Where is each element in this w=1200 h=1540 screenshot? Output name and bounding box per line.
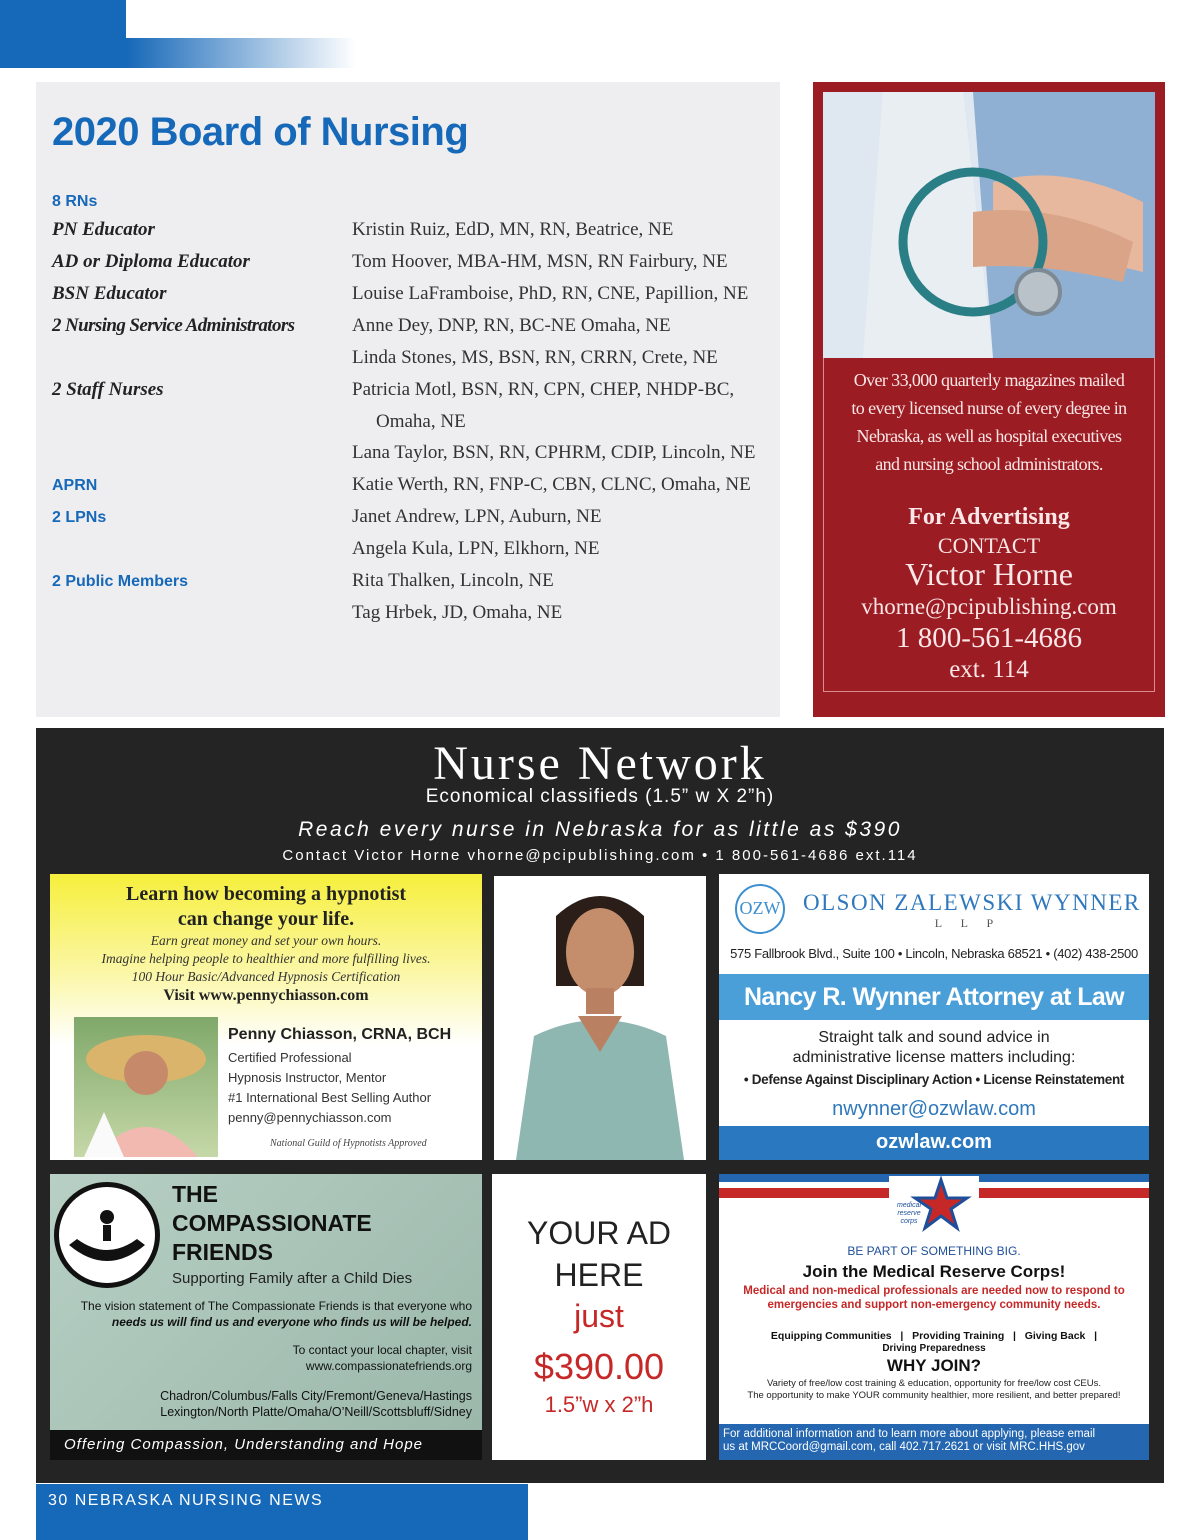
mrc-benefit: Variety of free/low cost training & education, opportunity for free/low cost CEUs. <box>766 1378 1102 1389</box>
tcf-title-line: FRIENDS <box>172 1239 273 1265</box>
hypno-headline-line: can change your life. <box>177 908 355 930</box>
tcf-title-line: COMPASSIONATE <box>172 1210 372 1236</box>
board-role: 2 LPNs <box>52 509 107 526</box>
tcf-cities-line: Lexington/North Platte/Omaha/O’Neill/Scottsbluff/Sidney <box>160 1405 472 1419</box>
mrc-needed: Medical and non-medical professionals are needed now to respond to emergencies and support non-emergency community needs. <box>743 1285 1125 1311</box>
law-firm-address: 575 Fallbrook Blvd., Suite 100 • Lincoln, Nebraska 68521 • (402) 438-2500 <box>730 946 1138 961</box>
tcf-logo-icon <box>54 1182 160 1288</box>
your-ad-just: just <box>574 1298 624 1334</box>
tcf-title-line: THE <box>172 1181 218 1207</box>
stethoscope-illustration <box>823 92 1155 358</box>
nurse-network-section <box>36 728 1164 1483</box>
law-services: • Defense Against Disciplinary Action • License Reinstatement <box>743 1072 1125 1087</box>
board-member: Linda Stones, MS, BSN, RN, CRRN, Crete, NE <box>352 347 718 368</box>
law-firm-name: OLSON ZALEWSKI WYNNER <box>803 890 1141 915</box>
hypno-email[interactable]: penny@pennychiasson.com <box>228 1110 392 1125</box>
ozw-logo-text: OZW <box>739 898 781 918</box>
law-email[interactable]: nwynner@ozwlaw.com <box>832 1098 1036 1120</box>
advertising-contact-box <box>813 82 1165 717</box>
ad-blurb-line: to every licensed nurse of every degree in <box>851 398 1127 418</box>
board-role: BSN Educator <box>52 283 167 304</box>
hypno-details <box>50 932 482 986</box>
hypno-credentials <box>228 1048 431 1128</box>
board-member: Tom Hoover, MBA-HM, MSN, RN Fairbury, NE <box>352 251 728 272</box>
hypno-detail-line: Earn great money and set your own hours. <box>150 933 382 948</box>
board-row <box>52 347 776 379</box>
board-row <box>52 538 776 570</box>
nurse-illustration <box>494 876 706 1160</box>
network-tagline: Reach every nurse in Nebraska for as little as $390 <box>298 818 902 841</box>
board-member: Anne Dey, DNP, RN, BC-NE Omaha, NE <box>352 315 671 336</box>
mrc-footer-line[interactable]: us at MRCCoord@gmail.com, call 402.717.2621 or visit MRC.HHS.gov <box>723 1441 1085 1453</box>
network-contact: Contact Victor Horne vhorne@pcipublishing.com • 1 800-561-4686 ext.114 <box>282 847 918 864</box>
footer-page-label: 30 NEBRASKA NURSING NEWS <box>48 1492 324 1509</box>
ad-blurb-line: Nebraska, as well as hospital executives <box>856 426 1122 446</box>
board-member: Kristin Ruiz, EdD, MN, RN, Beatrice, NE <box>352 219 674 240</box>
tcf-vision-line: needs us will find us and everyone who finds us will be helped. <box>111 1315 472 1329</box>
mrc-driving: Driving Preparedness <box>882 1343 986 1354</box>
mrc-be-part: BE PART OF SOMETHING BIG. <box>847 1244 1021 1258</box>
ad-contact-email[interactable]: vhorne@pcipublishing.com <box>861 594 1117 619</box>
hypno-credential: #1 International Best Selling Author <box>228 1090 432 1105</box>
board-row <box>52 251 776 283</box>
board-member: Tag Hrbek, JD, Omaha, NE <box>352 602 563 623</box>
board-row <box>52 219 776 251</box>
your-ad-price: $390.00 <box>533 1346 665 1387</box>
law-description-line: administrative license matters including: <box>792 1049 1076 1066</box>
your-ad-line: HERE <box>554 1257 644 1293</box>
tcf-supporting: Supporting Family after a Child Dies <box>172 1270 413 1287</box>
your-ad-size: 1.5”w x 2”h <box>544 1392 654 1417</box>
law-description-line: Straight talk and sound advice in <box>818 1029 1050 1046</box>
hypno-headline-line: Learn how becoming a hypnotist <box>125 883 407 905</box>
nurse-stethoscope-photo <box>823 92 1155 358</box>
board-row <box>52 190 776 222</box>
board-role: 2 Staff Nurses <box>52 379 164 400</box>
mrc-pillars: Equipping Communities | Providing Training | Giving Back | <box>770 1330 1098 1342</box>
tcf-cities-line: Chadron/Columbus/Falls City/Fremont/Geneva/Hastings <box>160 1389 472 1403</box>
board-member: Angela Kula, LPN, Elkhorn, NE <box>352 538 600 559</box>
board-role: 2 Public Members <box>52 573 189 590</box>
nurse-photo-ad <box>494 876 706 1160</box>
page-footer <box>36 1484 528 1540</box>
ad-for-advertising: For Advertising <box>908 504 1070 530</box>
ad-contact-label: CONTACT <box>937 533 1041 558</box>
header-accent-bar <box>0 0 126 68</box>
tcf-footer: Offering Compassion, Understanding and Hope <box>50 1430 482 1460</box>
ozw-logo-icon <box>735 884 785 934</box>
advertising-text-panel <box>823 358 1155 692</box>
law-firm-llp: L L P <box>934 916 1002 930</box>
tcf-cities <box>160 1388 472 1420</box>
law-website[interactable]: ozwlaw.com <box>719 1126 1149 1160</box>
board-member: Louise LaFramboise, PhD, RN, CNE, Papillion, NE <box>352 283 749 304</box>
board-title: 2020 Board of Nursing <box>52 110 469 154</box>
mrc-logo-icon <box>889 1176 979 1232</box>
mrc-footer-line: For additional information and to learn more about applying, please email <box>723 1428 1096 1440</box>
tcf-vision-line: The vision statement of The Compassionate Friends is that everyone who <box>80 1299 472 1313</box>
board-of-nursing-section <box>36 82 780 717</box>
law-firm-ad[interactable] <box>719 874 1149 1160</box>
ad-blurb <box>824 366 1154 478</box>
hypno-headline <box>50 882 482 932</box>
board-member: Rita Thalken, Lincoln, NE <box>352 570 554 591</box>
tcf-title <box>172 1180 372 1267</box>
hypno-detail-line: 100 Hour Basic/Advanced Hypnosis Certification <box>131 969 401 984</box>
ad-blurb-line: Over 33,000 quarterly magazines mailed <box>853 370 1125 390</box>
ad-contact-name: Victor Horne <box>905 556 1073 592</box>
law-description <box>719 1028 1149 1068</box>
board-row <box>52 602 776 634</box>
board-role: 2 Nursing Service Administrators <box>52 315 295 336</box>
hypno-website[interactable]: Visit www.pennychiasson.com <box>163 987 369 1004</box>
board-role: PN Educator <box>52 219 155 240</box>
board-member: Patricia Motl, BSN, RN, CPN, CHEP, NHDP-BC, <box>352 379 735 400</box>
portrait-illustration <box>74 1017 218 1157</box>
law-attorney-banner: Nancy R. Wynner Attorney at Law <box>719 974 1149 1020</box>
hypno-name: Penny Chiasson, CRNA, BCH <box>228 1026 452 1043</box>
hands-icon <box>59 1187 155 1283</box>
board-row <box>52 379 776 411</box>
board-row <box>52 411 776 443</box>
ad-contact-ext: ext. 114 <box>949 656 1029 683</box>
board-row <box>52 506 776 538</box>
board-role: APRN <box>52 477 98 494</box>
mrc-benefits <box>733 1378 1135 1402</box>
your-ad-here-box[interactable] <box>492 1174 706 1460</box>
board-row <box>52 283 776 315</box>
tcf-website[interactable]: www.compassionatefriends.org <box>305 1359 472 1373</box>
board-member: Omaha, NE <box>376 411 466 432</box>
hypno-credential: Certified Professional <box>228 1050 352 1065</box>
mrc-footer <box>719 1424 1149 1460</box>
tcf-vision <box>81 1298 472 1330</box>
ad-blurb-line: and nursing school administrators. <box>875 454 1103 474</box>
mrc-why-join: WHY JOIN? <box>886 1356 982 1375</box>
board-role: AD or Diploma Educator <box>52 251 250 272</box>
compassionate-friends-ad[interactable] <box>50 1174 482 1460</box>
penny-portrait-photo <box>74 1017 218 1157</box>
your-ad-headline <box>492 1212 706 1296</box>
board-member: Janet Andrew, LPN, Auburn, NE <box>352 506 602 527</box>
board-row <box>52 474 776 506</box>
tcf-contact-line: To contact your local chapter, visit <box>292 1343 472 1357</box>
tcf-contact <box>293 1342 472 1374</box>
hypnotist-ad[interactable] <box>50 874 482 1160</box>
board-row <box>52 315 776 347</box>
network-title: Nurse Network <box>433 737 767 790</box>
header-accent-gradient <box>126 38 356 68</box>
mrc-join: Join the Medical Reserve Corps! <box>802 1262 1066 1281</box>
your-ad-line: YOUR AD <box>526 1215 672 1251</box>
ad-contact-phone[interactable]: 1 800-561-4686 <box>895 622 1083 654</box>
board-row <box>52 570 776 602</box>
board-member: Lana Taylor, BSN, RN, CPHRM, CDIP, Lincoln, NE <box>352 442 756 463</box>
medical-reserve-corps-ad[interactable] <box>719 1174 1149 1460</box>
hypno-credential: Hypnosis Instructor, Mentor <box>228 1070 387 1085</box>
board-role: 8 RNs <box>52 193 98 210</box>
board-row <box>52 442 776 474</box>
board-member: Katie Werth, RN, FNP-C, CBN, CLNC, Omaha, NE <box>352 474 751 495</box>
mrc-benefit: The opportunity to make YOUR community healthier, more resilient, and better prepared! <box>747 1390 1121 1401</box>
hypno-guild-note: National Guild of Hypnotists Approved <box>270 1138 427 1149</box>
network-subtitle: Economical classifieds (1.5” w X 2”h) <box>425 786 775 807</box>
hypno-detail-line: Imagine helping people to healthier and more fulfilling lives. <box>101 951 431 966</box>
mrc-logo-text: medical reserve corps <box>896 1202 922 1225</box>
